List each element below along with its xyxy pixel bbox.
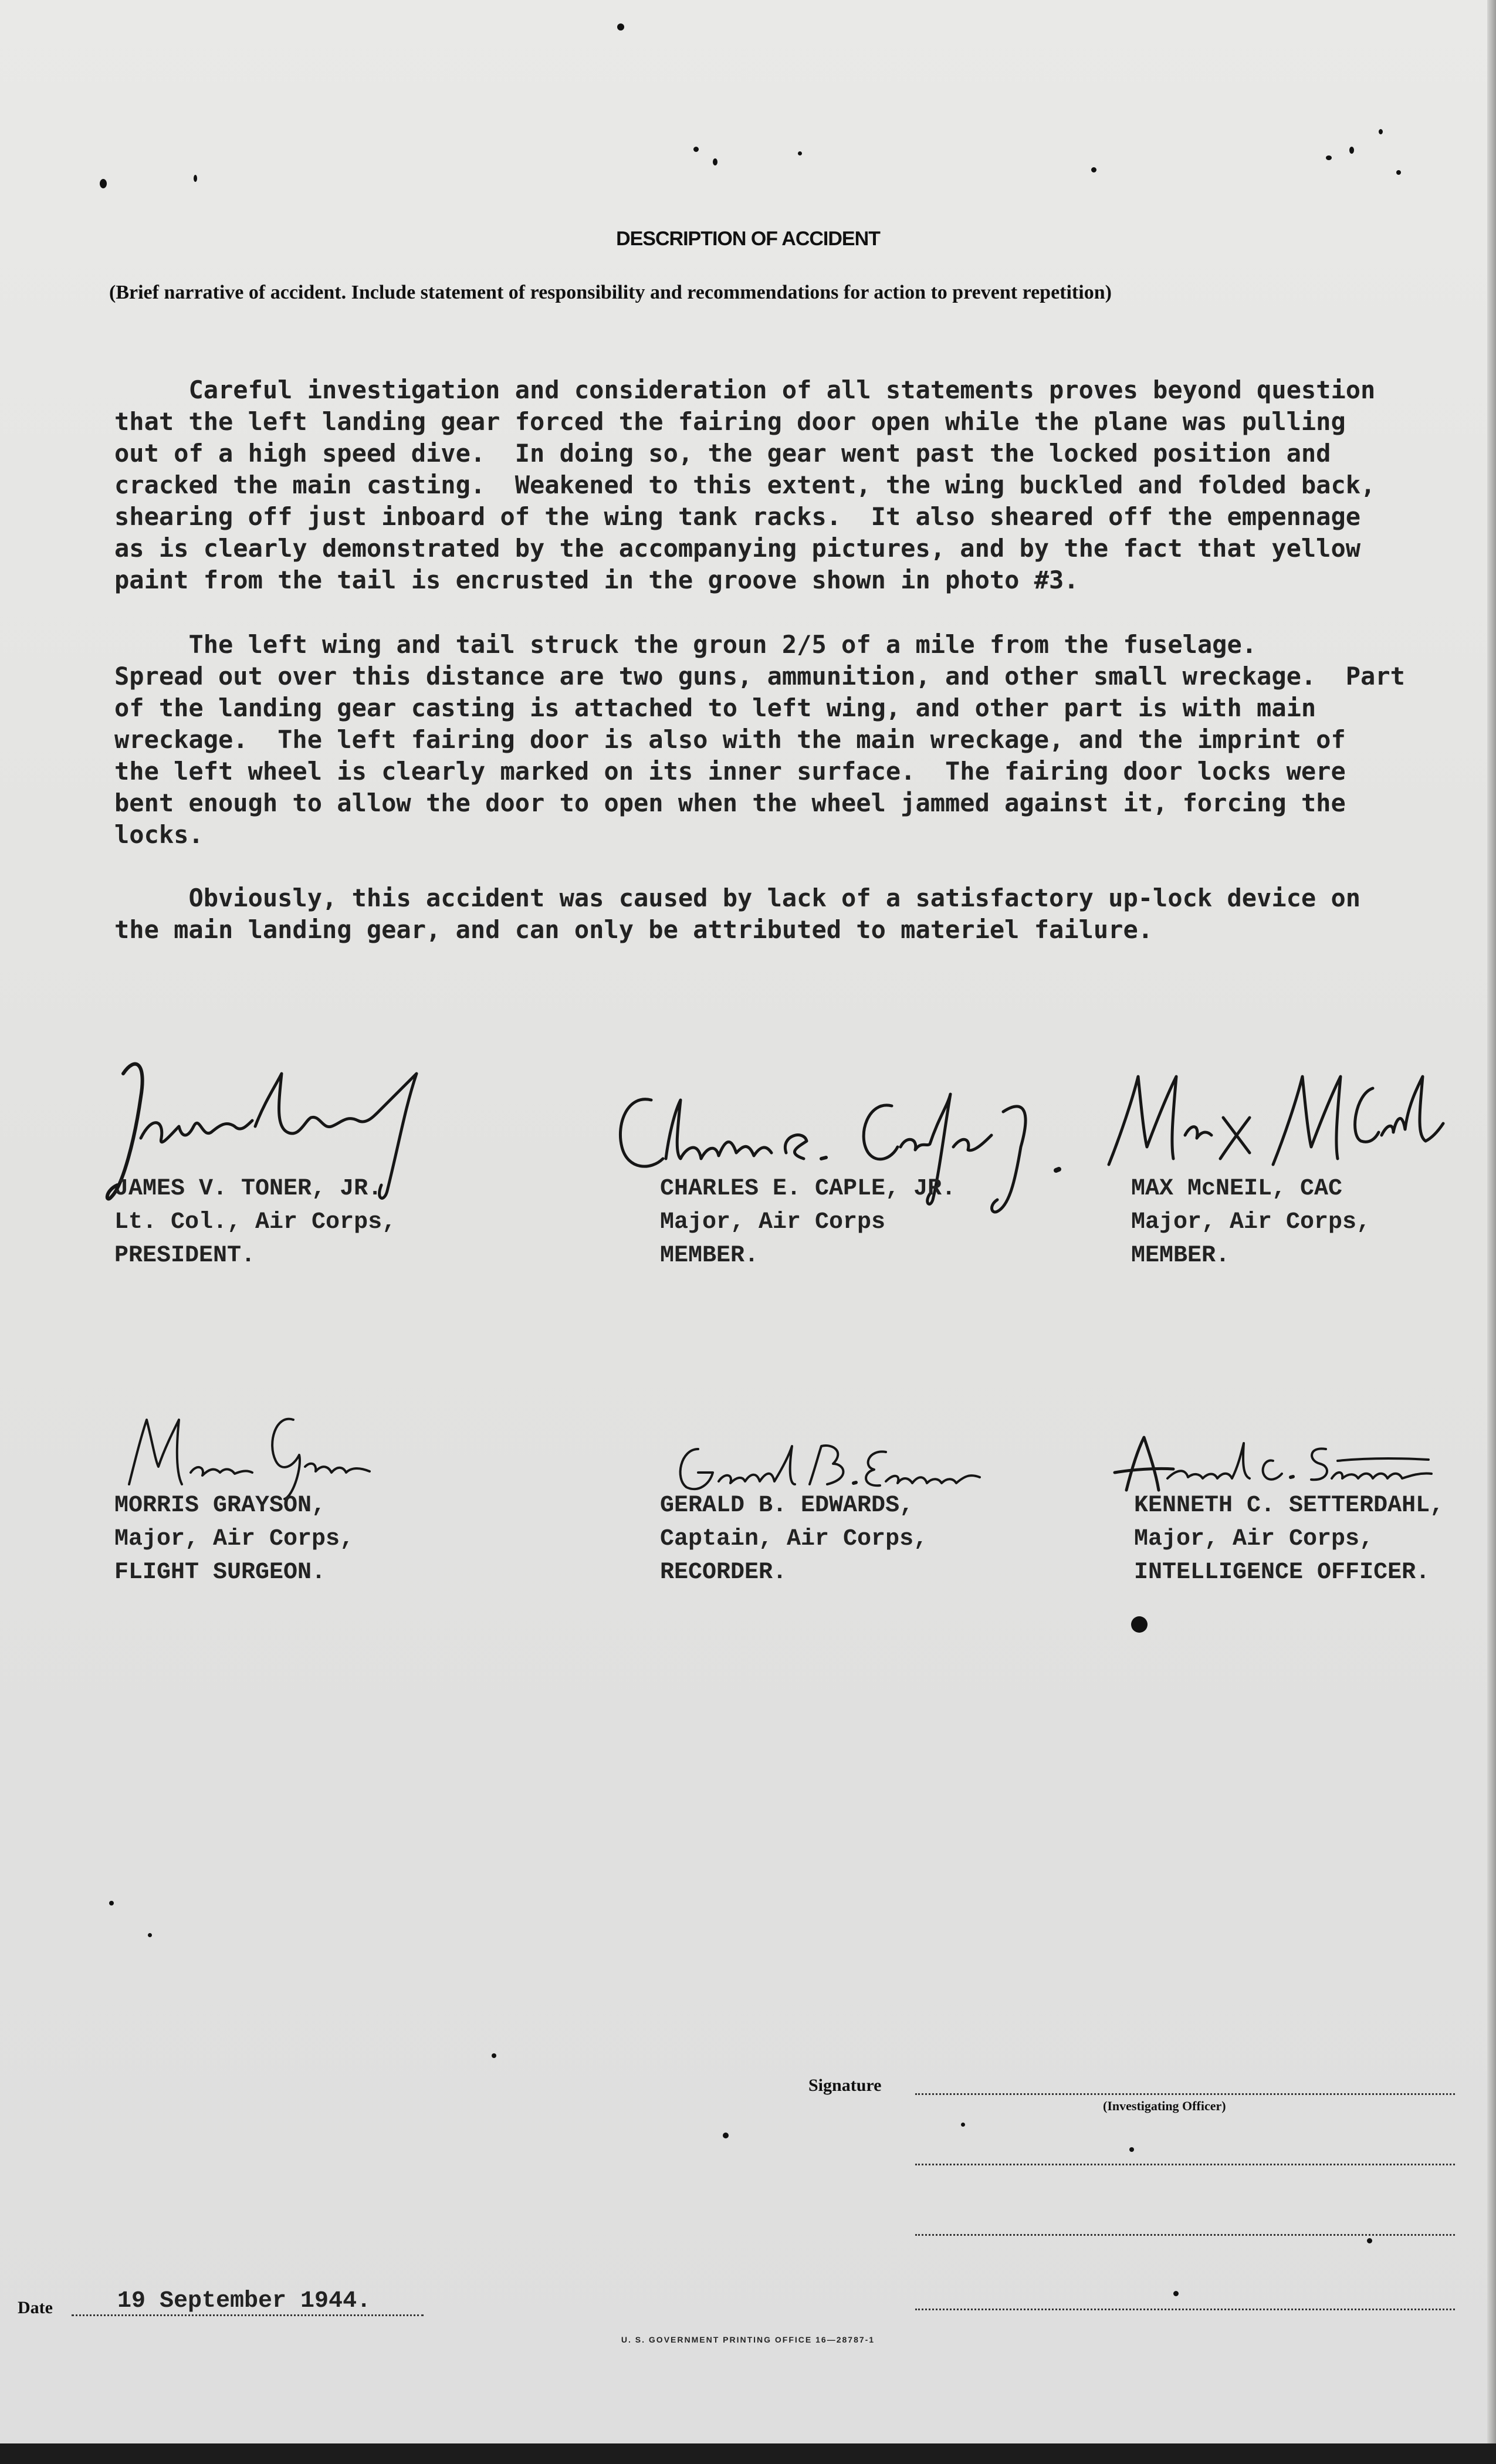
scan-speck — [492, 2053, 496, 2058]
scan-speck — [798, 151, 802, 155]
member-name: CHARLES E. CAPLE, JR. — [660, 1176, 956, 1202]
scan-edge-right — [1487, 0, 1496, 2464]
member-role: PRESIDENT. — [114, 1243, 256, 1269]
signature-mcneil — [1097, 1065, 1449, 1182]
signature-line[interactable] — [915, 2093, 1455, 2095]
member-role: MEMBER. — [1131, 1243, 1230, 1269]
member-role: MEMBER. — [660, 1243, 759, 1269]
narrative-paragraph-1: Careful investigation and consideration of all statements proves beyond question that the left landing gear forced the fairing door open while the plane was pulling out of a high speed dive. In doing so, the gear went past the locked position and cracked the main casting. Weakened to this extent, the wing buckled and folded back, shearing off just inboard of the wing tank racks. It also sheared off the empennage as is clearly demonstrated by the accompanying pictures, and by the fact that yellow paint from the tail is encrusted in the groove shown in photo #3. — [114, 375, 1376, 594]
scan-speck — [1349, 147, 1354, 154]
member-rank: Major, Air Corps, — [114, 1526, 354, 1552]
scan-speck — [109, 1901, 114, 1905]
signature-grayson — [117, 1396, 387, 1502]
scan-speck — [1131, 1616, 1148, 1633]
scan-speck — [1326, 155, 1332, 160]
member-rank: Lt. Col., Air Corps, — [114, 1209, 397, 1236]
scan-speck — [1091, 167, 1096, 172]
signature-line-4[interactable] — [915, 2309, 1455, 2310]
member-name: MAX McNEIL, CAC — [1131, 1176, 1343, 1202]
scan-speck — [1173, 2291, 1179, 2296]
scan-speck — [148, 1933, 152, 1937]
scan-speck — [713, 158, 717, 165]
date-value: 19 September 1944. — [117, 2288, 371, 2314]
member-rank: Major, Air Corps — [660, 1209, 886, 1236]
board-member-toner — [114, 1172, 396, 1272]
scan-speck — [100, 179, 107, 188]
scan-speck — [693, 147, 699, 152]
signature-line-3[interactable] — [915, 2234, 1455, 2236]
member-role: RECORDER. — [660, 1559, 787, 1586]
member-role: INTELLIGENCE OFFICER. — [1134, 1559, 1430, 1586]
investigating-officer-label: (Investigating Officer) — [1103, 2099, 1226, 2113]
date-label: Date — [18, 2298, 53, 2317]
scan-speck — [723, 2133, 729, 2138]
member-name: KENNETH C. SETTERDAHL, — [1134, 1492, 1444, 1519]
member-name: MORRIS GRAYSON, — [114, 1492, 326, 1519]
scan-speck — [194, 175, 197, 182]
member-rank: Major, Air Corps, — [1131, 1209, 1371, 1236]
narrative-paragraph-2: The left wing and tail struck the groun 2/5 of a mile from the fuselage. Spread out over this distance are two guns, ammunition, and other small wreckage. Part of the landing gear casting is attached to left wing, and other part is with main wreckage. The left fairing door is also with the main wreckage, and the imprint of the left wheel is clearly marked on its inner surface. The fairing door locks were bent enough to allow the door to open when the wheel jammed against it, forcing the locks. — [114, 630, 1405, 849]
member-name: JAMES V. TONER, JR. — [114, 1176, 383, 1202]
board-member-edwards — [660, 1489, 928, 1589]
board-member-mcneil — [1131, 1172, 1370, 1272]
scan-speck — [961, 2123, 965, 2127]
scan-speck — [617, 23, 624, 31]
board-member-caple — [660, 1172, 956, 1272]
date-line[interactable] — [72, 2314, 424, 2316]
signature-line-2[interactable] — [915, 2164, 1455, 2165]
board-member-setterdahl — [1134, 1489, 1444, 1589]
member-rank: Captain, Air Corps, — [660, 1526, 928, 1552]
bleed-through-shadow — [528, 111, 544, 186]
scan-speck — [1379, 129, 1383, 134]
document-title: DESCRIPTION OF ACCIDENT — [616, 228, 880, 250]
instruction-text: (Brief narrative of accident. Include statement of responsibility and recommendations for action to prevent repetition) — [109, 282, 1112, 303]
board-member-grayson — [114, 1489, 354, 1589]
scan-speck — [1129, 2147, 1134, 2152]
narrative-paragraph-3: Obviously, this accident was caused by lack of a satisfactory up-lock device on the main landing gear, and can only be attributed to materiel failure. — [114, 884, 1361, 944]
scan-speck — [1396, 170, 1401, 175]
signature-label: Signature — [808, 2076, 882, 2095]
member-name: GERALD B. EDWARDS, — [660, 1492, 914, 1519]
member-role: FLIGHT SURGEON. — [114, 1559, 326, 1586]
member-rank: Major, Air Corps, — [1134, 1526, 1374, 1552]
printer-line: U. S. GOVERNMENT PRINTING OFFICE 16—28787-1 — [621, 2335, 875, 2344]
scan-speck — [1367, 2238, 1372, 2243]
scan-edge-bottom — [0, 2443, 1496, 2464]
